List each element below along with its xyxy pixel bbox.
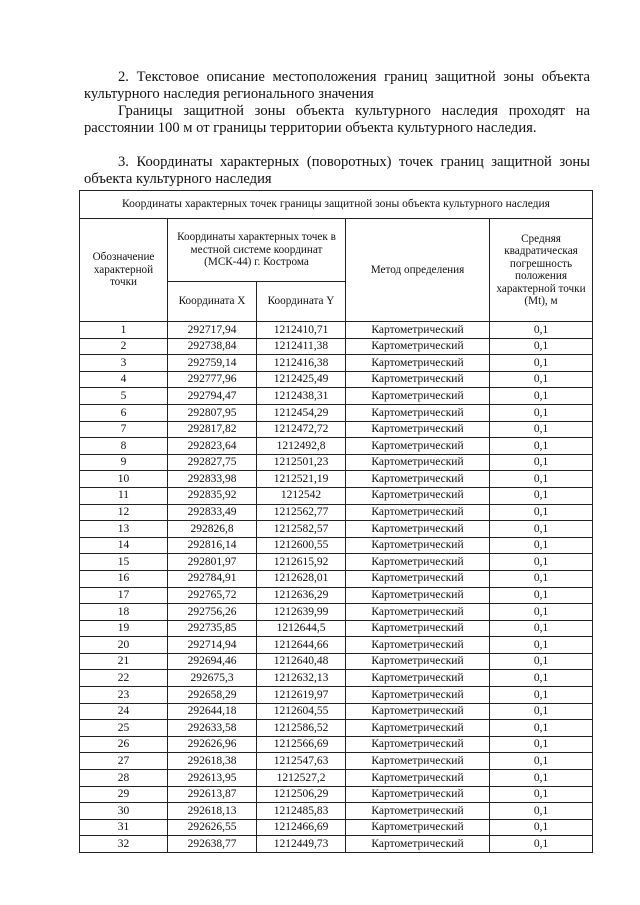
cell-method: Картометрический [346, 404, 490, 421]
cell-y: 1212636,29 [257, 587, 346, 604]
cell-error: 0,1 [490, 504, 593, 521]
cell-point: 17 [80, 587, 168, 604]
cell-point: 2 [80, 338, 168, 355]
cell-y: 1212425,49 [257, 371, 346, 388]
cell-x: 292816,14 [168, 537, 257, 554]
cell-x: 292826,8 [168, 521, 257, 538]
table-row [80, 653, 593, 670]
table-row [80, 620, 593, 637]
table-row [80, 388, 593, 405]
table-caption: Координаты характерных точек границы защитной зоны объекта культурного наследия [80, 191, 593, 219]
cell-x: 292784,91 [168, 570, 257, 587]
table-row [80, 338, 593, 355]
cell-x: 292658,29 [168, 687, 257, 704]
cell-method: Картометрический [346, 521, 490, 538]
cell-method: Картометрический [346, 454, 490, 471]
cell-y: 1212506,29 [257, 786, 346, 803]
cell-error: 0,1 [490, 355, 593, 372]
cell-error: 0,1 [490, 371, 593, 388]
cell-x: 292714,94 [168, 637, 257, 654]
table-row [80, 471, 593, 488]
cell-error: 0,1 [490, 521, 593, 538]
cell-method: Картометрический [346, 753, 490, 770]
cell-error: 0,1 [490, 703, 593, 720]
table-row [80, 421, 593, 438]
cell-method: Картометрический [346, 421, 490, 438]
cell-error: 0,1 [490, 421, 593, 438]
cell-point: 19 [80, 620, 168, 637]
table-row [80, 720, 593, 737]
cell-error: 0,1 [490, 554, 593, 571]
cell-method: Картометрический [346, 471, 490, 488]
cell-error: 0,1 [490, 322, 593, 339]
cell-x: 292833,98 [168, 471, 257, 488]
cell-x: 292618,13 [168, 803, 257, 820]
cell-point: 6 [80, 404, 168, 421]
table-row [80, 355, 593, 372]
cell-y: 1212454,29 [257, 404, 346, 421]
cell-method: Картометрический [346, 770, 490, 787]
header-y: Координата Y [257, 282, 346, 322]
table-row [80, 554, 593, 571]
cell-error: 0,1 [490, 338, 593, 355]
cell-error: 0,1 [490, 604, 593, 621]
cell-error: 0,1 [490, 487, 593, 504]
cell-y: 1212521,19 [257, 471, 346, 488]
cell-point: 9 [80, 454, 168, 471]
cell-point: 18 [80, 604, 168, 621]
cell-y: 1212411,38 [257, 338, 346, 355]
cell-x: 292765,72 [168, 587, 257, 604]
table-row [80, 753, 593, 770]
cell-y: 1212485,83 [257, 803, 346, 820]
cell-method: Картометрический [346, 819, 490, 836]
table-row [80, 670, 593, 687]
cell-y: 1212472,72 [257, 421, 346, 438]
cell-error: 0,1 [490, 836, 593, 853]
cell-error: 0,1 [490, 819, 593, 836]
cell-y: 1212604,55 [257, 703, 346, 720]
cell-x: 292626,55 [168, 819, 257, 836]
cell-method: Картометрический [346, 703, 490, 720]
coordinates-table [79, 190, 593, 853]
cell-method: Картометрический [346, 786, 490, 803]
cell-x: 292613,95 [168, 770, 257, 787]
table-row [80, 570, 593, 587]
cell-x: 292717,94 [168, 322, 257, 339]
cell-y: 1212600,55 [257, 537, 346, 554]
cell-method: Картометрический [346, 438, 490, 455]
header-x: Координата X [168, 282, 257, 322]
table-row [80, 454, 593, 471]
cell-point: 30 [80, 803, 168, 820]
table-row [80, 322, 593, 339]
section-2-body: Границы защитной зоны объекта культурного наследия проходят на расстоянии 100 м от границы территории объекта культурного наследия. [84, 103, 590, 136]
cell-point: 3 [80, 355, 168, 372]
cell-y: 1212527,2 [257, 770, 346, 787]
header-error: Средняя квадратическая погрешность положения характерной точки (Mt), м [490, 219, 593, 322]
cell-y: 1212644,5 [257, 620, 346, 637]
cell-x: 292675,3 [168, 670, 257, 687]
cell-y: 1212639,99 [257, 604, 346, 621]
cell-x: 292694,46 [168, 653, 257, 670]
cell-point: 29 [80, 786, 168, 803]
cell-y: 1212547,63 [257, 753, 346, 770]
cell-error: 0,1 [490, 454, 593, 471]
cell-error: 0,1 [490, 803, 593, 820]
cell-method: Картометрический [346, 322, 490, 339]
cell-y: 1212501,23 [257, 454, 346, 471]
cell-method: Картометрический [346, 570, 490, 587]
cell-method: Картометрический [346, 388, 490, 405]
table-row [80, 604, 593, 621]
cell-point: 28 [80, 770, 168, 787]
cell-x: 292807,95 [168, 404, 257, 421]
cell-point: 20 [80, 637, 168, 654]
cell-point: 31 [80, 819, 168, 836]
cell-method: Картометрический [346, 720, 490, 737]
table-row [80, 371, 593, 388]
cell-y: 1212416,38 [257, 355, 346, 372]
cell-error: 0,1 [490, 786, 593, 803]
header-point: Обозначение характерной точки [80, 219, 168, 322]
cell-error: 0,1 [490, 537, 593, 554]
cell-x: 292817,82 [168, 421, 257, 438]
cell-x: 292735,85 [168, 620, 257, 637]
cell-error: 0,1 [490, 404, 593, 421]
cell-point: 27 [80, 753, 168, 770]
table-row [80, 521, 593, 538]
cell-y: 1212466,69 [257, 819, 346, 836]
cell-y: 1212632,13 [257, 670, 346, 687]
cell-point: 16 [80, 570, 168, 587]
table-body [80, 322, 593, 853]
cell-error: 0,1 [490, 570, 593, 587]
cell-method: Картометрический [346, 803, 490, 820]
cell-error: 0,1 [490, 637, 593, 654]
cell-y: 1212644,66 [257, 637, 346, 654]
cell-x: 292756,26 [168, 604, 257, 621]
cell-x: 292777,96 [168, 371, 257, 388]
cell-y: 1212582,57 [257, 521, 346, 538]
section-3-heading: 3. Координаты характерных (поворотных) точек границ защитной зоны объекта культурного наследия [84, 154, 590, 187]
section-2-heading: 2. Текстовое описание местоположения границ защитной зоны объекта культурного наследия регионального значения [84, 69, 590, 102]
cell-error: 0,1 [490, 587, 593, 604]
cell-y: 1212542 [257, 487, 346, 504]
cell-y: 1212410,71 [257, 322, 346, 339]
header-method: Метод определения [346, 219, 490, 322]
cell-method: Картометрический [346, 637, 490, 654]
cell-method: Картометрический [346, 670, 490, 687]
table-row [80, 404, 593, 421]
cell-method: Картометрический [346, 587, 490, 604]
cell-y: 1212615,92 [257, 554, 346, 571]
cell-method: Картометрический [346, 537, 490, 554]
header-coords-group: Координаты характерных точек в местной системе координат (МСК-44) г. Кострома [168, 219, 346, 282]
table-row [80, 803, 593, 820]
cell-point: 4 [80, 371, 168, 388]
cell-error: 0,1 [490, 770, 593, 787]
table-row [80, 687, 593, 704]
table-row [80, 637, 593, 654]
table-row [80, 819, 593, 836]
cell-method: Картометрический [346, 604, 490, 621]
cell-point: 22 [80, 670, 168, 687]
cell-x: 292626,96 [168, 736, 257, 753]
cell-point: 11 [80, 487, 168, 504]
cell-y: 1212628,01 [257, 570, 346, 587]
cell-error: 0,1 [490, 670, 593, 687]
cell-y: 1212586,52 [257, 720, 346, 737]
cell-y: 1212640,48 [257, 653, 346, 670]
table-row [80, 770, 593, 787]
cell-point: 13 [80, 521, 168, 538]
cell-point: 14 [80, 537, 168, 554]
cell-y: 1212619,97 [257, 687, 346, 704]
cell-x: 292738,84 [168, 338, 257, 355]
cell-x: 292835,92 [168, 487, 257, 504]
cell-x: 292638,77 [168, 836, 257, 853]
cell-x: 292633,58 [168, 720, 257, 737]
cell-method: Картометрический [346, 355, 490, 372]
cell-error: 0,1 [490, 620, 593, 637]
table-row [80, 587, 593, 604]
cell-point: 7 [80, 421, 168, 438]
cell-method: Картометрический [346, 487, 490, 504]
cell-method: Картометрический [346, 371, 490, 388]
cell-x: 292827,75 [168, 454, 257, 471]
cell-error: 0,1 [490, 736, 593, 753]
table-row [80, 504, 593, 521]
cell-point: 1 [80, 322, 168, 339]
table-row [80, 438, 593, 455]
table-row [80, 703, 593, 720]
table-row [80, 487, 593, 504]
cell-x: 292801,97 [168, 554, 257, 571]
cell-x: 292759,14 [168, 355, 257, 372]
table-row [80, 736, 593, 753]
table-row [80, 537, 593, 554]
cell-method: Картометрический [346, 504, 490, 521]
cell-point: 8 [80, 438, 168, 455]
cell-point: 15 [80, 554, 168, 571]
cell-x: 292613,87 [168, 786, 257, 803]
cell-x: 292833,49 [168, 504, 257, 521]
cell-x: 292794,47 [168, 388, 257, 405]
cell-point: 25 [80, 720, 168, 737]
cell-point: 10 [80, 471, 168, 488]
cell-error: 0,1 [490, 471, 593, 488]
cell-point: 32 [80, 836, 168, 853]
cell-x: 292644,18 [168, 703, 257, 720]
cell-method: Картометрический [346, 736, 490, 753]
cell-y: 1212492,8 [257, 438, 346, 455]
cell-method: Картометрический [346, 338, 490, 355]
cell-x: 292823,64 [168, 438, 257, 455]
cell-method: Картометрический [346, 620, 490, 637]
cell-y: 1212566,69 [257, 736, 346, 753]
cell-method: Картометрический [346, 554, 490, 571]
cell-point: 26 [80, 736, 168, 753]
table-row [80, 786, 593, 803]
cell-error: 0,1 [490, 388, 593, 405]
cell-error: 0,1 [490, 438, 593, 455]
cell-method: Картометрический [346, 653, 490, 670]
cell-point: 21 [80, 653, 168, 670]
table-row [80, 836, 593, 853]
cell-y: 1212438,31 [257, 388, 346, 405]
cell-point: 5 [80, 388, 168, 405]
cell-error: 0,1 [490, 687, 593, 704]
cell-error: 0,1 [490, 653, 593, 670]
cell-error: 0,1 [490, 720, 593, 737]
cell-error: 0,1 [490, 753, 593, 770]
cell-point: 12 [80, 504, 168, 521]
cell-y: 1212449,73 [257, 836, 346, 853]
cell-method: Картометрический [346, 687, 490, 704]
cell-y: 1212562,77 [257, 504, 346, 521]
cell-point: 23 [80, 687, 168, 704]
cell-point: 24 [80, 703, 168, 720]
cell-method: Картометрический [346, 836, 490, 853]
cell-x: 292618,38 [168, 753, 257, 770]
